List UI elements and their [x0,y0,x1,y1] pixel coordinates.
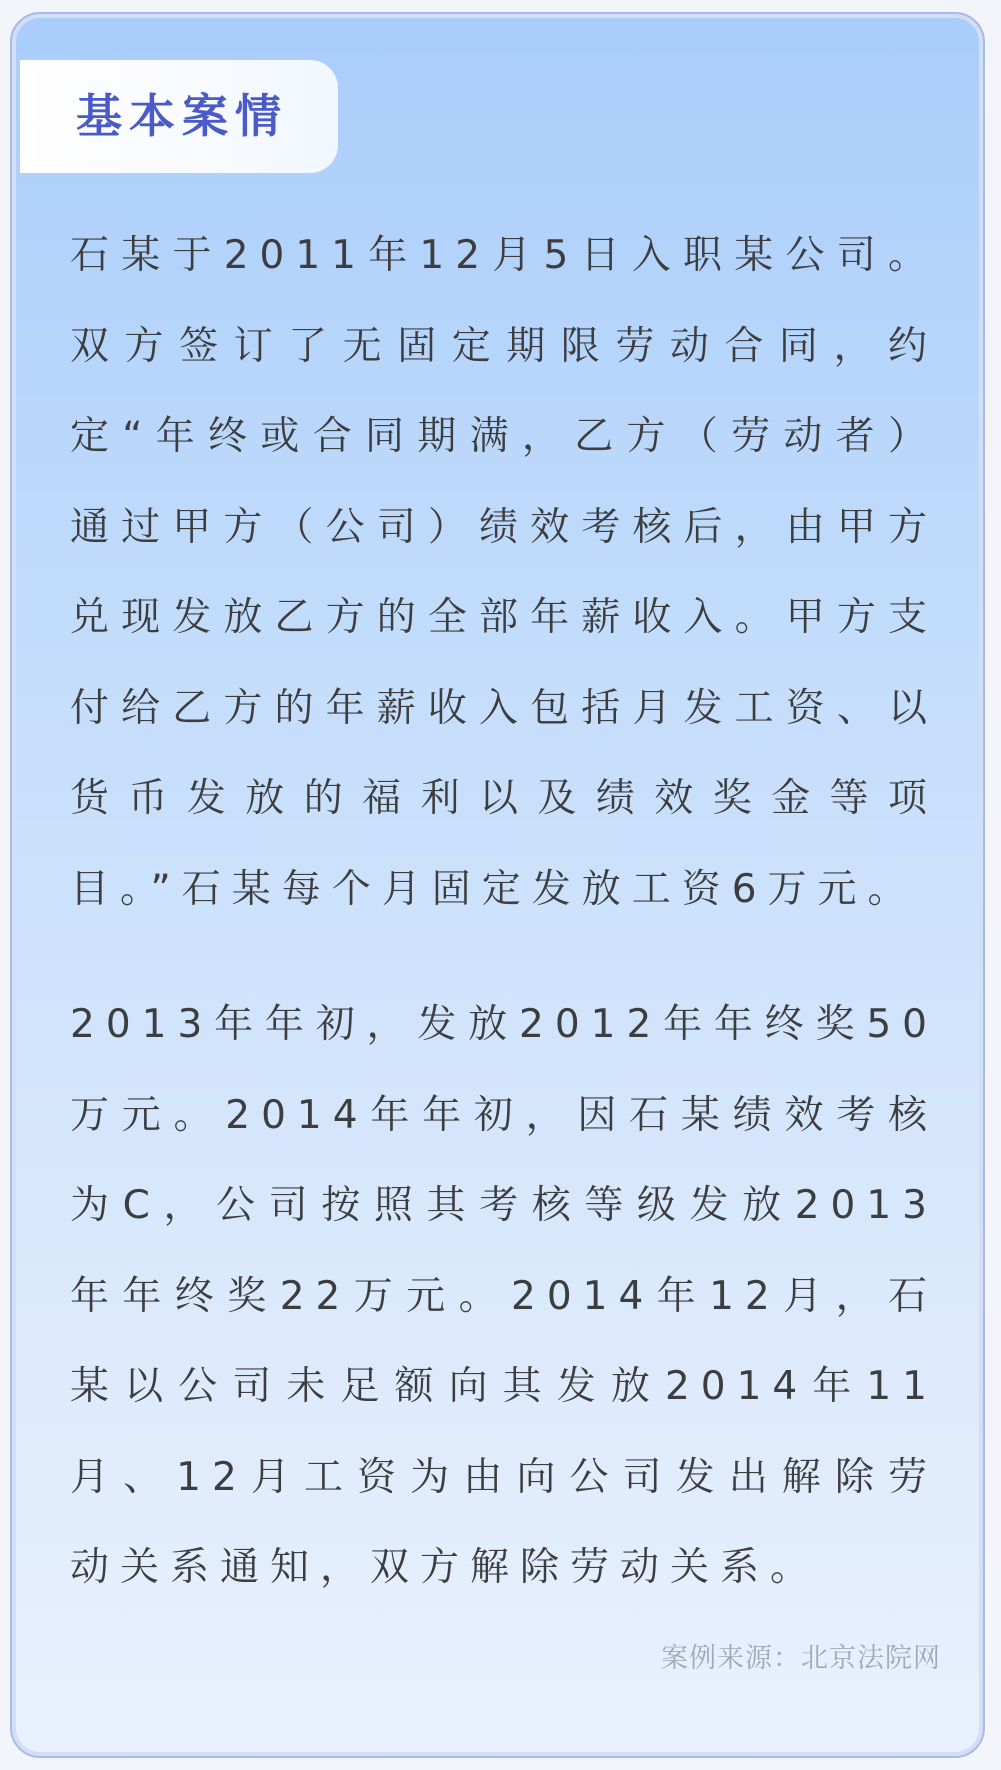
section-title: 基本案情 [76,89,288,143]
case-source: 案例来源：北京法院网 [661,1643,941,1674]
case-card [10,12,985,1758]
case-paragraph-1: 石某于2011年12月5日入职某公司。双方签订了无固定期限劳动合同，约定“年终或合同期满，乙方（劳动者）通过甲方（公司）绩效考核后，由甲方兑现发放乙方的全部年薪收入。甲方支付给乙方的年薪收入包括月发工资、以货币发放的福利以及绩效奖金等项目。”石某每个月固定发放工资6万元。 [70,233,938,912]
case-body [70,211,938,1614]
title-tab [20,60,338,173]
case-paragraph-2: 2013年年初，发放2012年年终奖50万元。2014年年初，因石某绩效考核为C，公司按照其考核等级发放2013年年终奖22万元。2014年12月，石某以公司未足额向其发放2014年11月、12月工资为由向公司发出解除劳动关系通知，双方解除劳动关系。 [70,1002,938,1590]
